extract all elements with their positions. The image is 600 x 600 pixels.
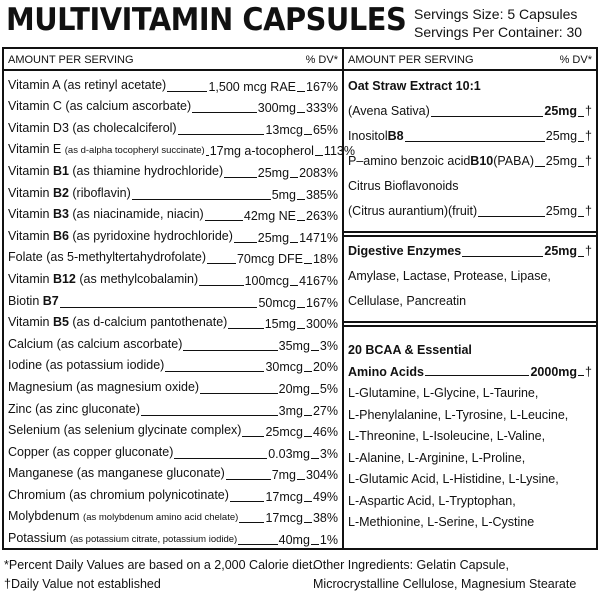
nutrient-amount: 1,500 mcg RAE bbox=[208, 79, 297, 94]
bcaa-amount: 2000mg bbox=[530, 365, 578, 379]
nutrient-dv: 300% bbox=[306, 317, 338, 332]
nutrient-name: Vitamin B1 (as thiamine hydrochloride) bbox=[8, 163, 224, 178]
oat-straw-dv: † bbox=[585, 104, 592, 118]
nutrient-amount: 100mcg bbox=[244, 273, 290, 288]
nutrient-amount: 70mcg DFE bbox=[236, 252, 303, 267]
nutrient-amount: 13mcg bbox=[265, 122, 303, 137]
nutrient-row bbox=[4, 138, 355, 160]
nutrient-dv: 3% bbox=[319, 338, 338, 353]
nutrient-name: Zinc (as zinc gluconate) bbox=[8, 401, 141, 416]
enzymes-list: Amylase, Lactase, Protease, Lipase, bbox=[348, 269, 551, 283]
bcaa-section bbox=[344, 339, 596, 534]
nutrient-amount: 25mcg bbox=[265, 425, 303, 440]
nutrient-row bbox=[4, 397, 342, 419]
section-divider bbox=[344, 231, 596, 233]
nutrient-row bbox=[4, 505, 342, 527]
paba-amount: 25mg bbox=[545, 154, 578, 168]
servings-info bbox=[414, 5, 582, 41]
amount-per-serving-label: AMOUNT PER SERVING bbox=[348, 54, 474, 66]
nutrient-dv: 304% bbox=[306, 468, 338, 483]
nutrient-dv: 1% bbox=[319, 533, 338, 548]
right-column bbox=[344, 49, 596, 548]
nutrient-dv: 4167% bbox=[299, 273, 338, 288]
citrus-dv: † bbox=[585, 204, 592, 218]
citrus-latin: (Citrus aurantium)(fruit) bbox=[348, 204, 478, 218]
nutrient-dv: 5% bbox=[319, 381, 338, 396]
nutrient-row bbox=[4, 289, 342, 311]
nutrient-row bbox=[4, 116, 342, 138]
footnote bbox=[4, 556, 316, 594]
dv-footnote: *Percent Daily Values are based on a 2,000 Calorie diet. bbox=[4, 558, 316, 572]
servings-per-container: Servings Per Container: 30 bbox=[414, 24, 583, 40]
amino-acid-line: L-Alanine, L-Arginine, L-Proline, bbox=[348, 450, 526, 465]
nutrient-row bbox=[4, 462, 342, 484]
nutrient-name: Manganese (as manganese gluconate) bbox=[8, 466, 225, 481]
dv-label: % DV* bbox=[559, 54, 592, 66]
amino-acid-line: L-Methionine, L-Serine, L-Cystine bbox=[348, 515, 535, 529]
paba-label: P–amino benzoic acid bbox=[348, 154, 471, 168]
nutrient-dv: 27% bbox=[312, 403, 338, 418]
nutrient-dv: 65% bbox=[312, 122, 338, 137]
amino-acid-line: L-Phenylalanine, L-Tyrosine, L-Leucine, bbox=[348, 407, 569, 422]
enzymes-dv: † bbox=[585, 244, 592, 258]
amino-acid-line: L-Glutamic Acid, L-Histidine, L-Lysine, bbox=[348, 472, 559, 486]
oat-straw-name: Oat Straw Extract 10:1 bbox=[348, 79, 481, 93]
nutrient-dv: 113% bbox=[323, 144, 355, 159]
bcaa-dv: † bbox=[585, 365, 592, 379]
label-header bbox=[0, 0, 600, 46]
nutrient-amount: 25mg bbox=[257, 230, 290, 245]
nutrient-amount: 5mg bbox=[271, 187, 297, 202]
amino-acid-line: L-Aspartic Acid, L-Tryptophan, bbox=[348, 493, 516, 508]
citrus-amount: 25mg bbox=[545, 204, 578, 218]
section-divider bbox=[344, 325, 596, 327]
product-title: MULTIVITAMIN CAPSULES bbox=[6, 2, 407, 38]
amount-per-serving-label: AMOUNT PER SERVING bbox=[8, 54, 134, 66]
nutrient-name: Vitamin D3 (as cholecalciferol) bbox=[8, 120, 177, 135]
nutrient-dv: 1471% bbox=[299, 230, 338, 245]
nutrient-amount: 300mg bbox=[257, 101, 297, 116]
nutrient-dv: 263% bbox=[306, 209, 338, 224]
nutrient-amount: 40mg bbox=[278, 533, 310, 548]
nutrient-amount: 17mg a-tocopherol bbox=[209, 144, 314, 159]
paba-code: B10 bbox=[470, 154, 494, 168]
bcaa-name: Amino Acids bbox=[348, 365, 424, 379]
inositol-code: B8 bbox=[387, 129, 404, 143]
nutrient-name: Magnesium (as magnesium oxide) bbox=[8, 379, 200, 394]
nutrient-name: Biotin B7 bbox=[8, 293, 59, 308]
nutrient-list bbox=[4, 73, 355, 548]
inositol-label: Inositol bbox=[348, 129, 388, 143]
nutrient-row bbox=[4, 311, 342, 333]
dv-label: % DV* bbox=[305, 54, 338, 66]
nutrient-dv: 20% bbox=[312, 360, 338, 375]
nutrient-name: Iodine (as potassium iodide) bbox=[8, 358, 165, 373]
nutrient-name: Selenium (as selenium glycinate complex) bbox=[8, 423, 242, 438]
amino-acid-list bbox=[348, 383, 592, 534]
nutrient-name: Vitamin C (as calcium ascorbate) bbox=[8, 99, 192, 114]
nutrient-row bbox=[4, 159, 342, 181]
digestive-enzymes-section bbox=[344, 239, 596, 314]
nutrient-name: Molybdenum (as molybdenum amino acid chelate) bbox=[8, 509, 239, 524]
nutrient-amount: 7mg bbox=[271, 468, 297, 483]
nutrient-dv: 385% bbox=[306, 187, 338, 202]
nutrient-name: Potassium (as potassium citrate, potassium iodide) bbox=[8, 531, 238, 546]
nutrient-name: Vitamin B12 (as methylcobalamin) bbox=[8, 271, 199, 286]
nutrient-amount: 50mcg bbox=[258, 295, 297, 310]
nutrient-dv: 49% bbox=[312, 489, 338, 504]
nutrient-name: Vitamin B3 (as niacinamide, niacin) bbox=[8, 207, 204, 222]
nutrient-dv: 18% bbox=[312, 252, 338, 267]
enzymes-name: Digestive Enzymes bbox=[348, 244, 462, 258]
nutrient-name: Vitamin E (as d-alpha tocopheryl succinate) bbox=[8, 142, 205, 157]
nutrient-row bbox=[4, 246, 342, 268]
nutrient-row bbox=[4, 440, 342, 462]
enzymes-list: Cellulase, Pancreatin bbox=[348, 294, 467, 308]
nutrient-dv: 46% bbox=[312, 425, 338, 440]
nutrient-amount: 25mg bbox=[257, 165, 290, 180]
nutrient-amount: 35mg bbox=[278, 338, 310, 353]
oat-straw-latin: (Avena Sativa) bbox=[348, 104, 430, 118]
nutrient-amount: 3mg bbox=[278, 403, 303, 418]
nutrient-name: Vitamin A (as retinyl acetate) bbox=[8, 77, 167, 92]
other-ingredients: Other Ingredients: Gelatin Capsule, Microcrystalline Cellulose, Magnesium Stearate bbox=[313, 558, 577, 591]
nutrient-row bbox=[4, 526, 342, 548]
supplement-facts-panel bbox=[2, 47, 598, 550]
nutrient-row bbox=[4, 267, 342, 289]
oat-straw-section bbox=[344, 74, 596, 224]
nutrient-name: Chromium (as chromium polynicotinate) bbox=[8, 487, 229, 502]
nutrient-amount: 0.03mg bbox=[268, 446, 310, 461]
nutrient-name: Vitamin B6 (as pyridoxine hydrochloride) bbox=[8, 228, 233, 243]
enzymes-amount: 25mg bbox=[544, 244, 578, 258]
nutrient-row bbox=[4, 375, 342, 397]
amino-acid-line: L-Threonine, L-Isoleucine, L-Valine, bbox=[348, 429, 546, 443]
inositol-dv: † bbox=[585, 129, 592, 143]
section-divider bbox=[344, 235, 596, 237]
nutrient-dv: 38% bbox=[312, 511, 338, 526]
nutrient-row bbox=[4, 95, 342, 117]
bcaa-name: 20 BCAA & Essential bbox=[348, 343, 472, 357]
nutrient-name: Calcium (as calcium ascorbate) bbox=[8, 336, 183, 351]
nutrient-amount: 30mcg bbox=[265, 360, 303, 375]
nutrient-name: Vitamin B2 (riboflavin) bbox=[8, 185, 131, 200]
paba-suffix: (PABA) bbox=[493, 154, 534, 168]
nutrient-dv: 167% bbox=[306, 295, 338, 310]
nutrient-amount: 15mg bbox=[264, 317, 297, 332]
nutrient-row bbox=[4, 203, 342, 225]
nutrient-dv: 2083% bbox=[299, 165, 338, 180]
nutrient-row bbox=[4, 332, 342, 354]
section-divider bbox=[344, 321, 596, 323]
nutrient-amount: 17mcg bbox=[265, 511, 303, 526]
nutrient-row bbox=[4, 483, 342, 505]
left-column-header bbox=[4, 49, 342, 71]
nutrient-row bbox=[4, 354, 342, 376]
nutrient-row bbox=[4, 419, 342, 441]
oat-straw-amount: 25mg bbox=[544, 104, 578, 118]
right-column-header bbox=[344, 49, 596, 71]
nutrient-row bbox=[4, 73, 342, 95]
nutrient-name: Copper (as copper gluconate) bbox=[8, 444, 174, 459]
nutrient-amount: 20mg bbox=[278, 381, 310, 396]
nutrient-amount: 42mg NE bbox=[243, 209, 297, 224]
nutrient-row bbox=[4, 224, 342, 246]
nutrient-dv: 167% bbox=[306, 79, 338, 94]
nutrient-row bbox=[4, 181, 342, 203]
amino-acid-line: L-Glutamine, L-Glycine, L-Taurine, bbox=[348, 386, 539, 400]
nutrient-name: Vitamin B5 (as d-calcium pantothenate) bbox=[8, 315, 228, 330]
nutrient-dv: 3% bbox=[319, 446, 338, 461]
nutrient-name: Folate (as 5-methyltertahydrofolate) bbox=[8, 250, 207, 265]
paba-dv: † bbox=[585, 154, 592, 168]
inositol-amount: 25mg bbox=[545, 129, 578, 143]
nutrient-amount: 17mcg bbox=[265, 489, 303, 504]
serving-size: Servings Size: 5 Capsules bbox=[414, 6, 578, 22]
citrus-label: Citrus Bioflavonoids bbox=[348, 179, 459, 193]
nutrient-dv: 333% bbox=[306, 101, 338, 116]
dagger-footnote: †Daily Value not established bbox=[4, 577, 161, 591]
